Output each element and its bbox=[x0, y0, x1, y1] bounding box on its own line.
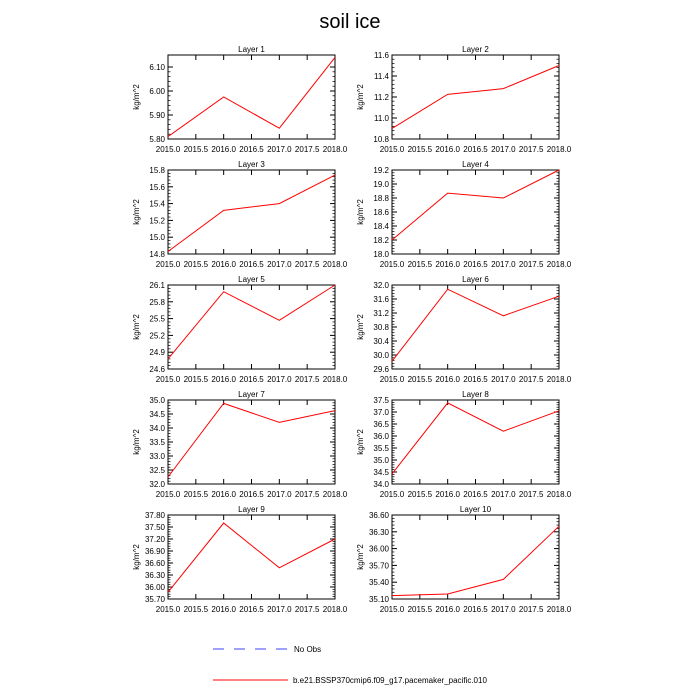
panel-layer-8 bbox=[356, 390, 572, 499]
x-tick-label: 2015.5 bbox=[407, 490, 433, 499]
y-tick-label: 37.0 bbox=[373, 408, 389, 417]
y-tick-label: 19.2 bbox=[373, 166, 389, 175]
y-tick-label: 34.5 bbox=[373, 468, 389, 477]
series-line bbox=[392, 403, 559, 474]
panel-title: Layer 7 bbox=[238, 390, 265, 399]
x-tick-label: 2017.0 bbox=[491, 145, 516, 154]
y-tick-label: 26.1 bbox=[149, 281, 165, 290]
y-tick-label: 33.0 bbox=[149, 452, 165, 461]
x-tick-label: 2015.0 bbox=[155, 260, 181, 269]
y-tick-label: 36.60 bbox=[368, 511, 389, 520]
x-tick-label: 2017.0 bbox=[267, 375, 292, 384]
y-axis-label: kg/m^2 bbox=[132, 544, 141, 570]
x-tick-label: 2018.0 bbox=[322, 375, 348, 384]
x-tick-label: 2018.0 bbox=[546, 145, 572, 154]
y-tick-label: 36.90 bbox=[144, 547, 165, 556]
legend-no-obs-label: No Obs bbox=[294, 645, 322, 654]
y-axis-label: kg/m^2 bbox=[356, 314, 365, 340]
x-tick-label: 2016.5 bbox=[239, 605, 264, 614]
x-tick-label: 2017.0 bbox=[267, 260, 292, 269]
x-tick-label: 2017.0 bbox=[267, 490, 292, 499]
panel-layer-9 bbox=[132, 505, 348, 614]
y-tick-label: 36.5 bbox=[373, 420, 389, 429]
y-tick-label: 25.2 bbox=[149, 331, 165, 341]
y-tick-label: 5.80 bbox=[149, 135, 165, 144]
x-tick-label: 2015.0 bbox=[379, 490, 405, 499]
y-tick-label: 11.2 bbox=[374, 93, 389, 102]
y-tick-label: 37.20 bbox=[144, 535, 165, 544]
y-tick-label: 35.0 bbox=[149, 396, 165, 405]
x-tick-label: 2016.5 bbox=[239, 375, 264, 384]
y-tick-label: 15.8 bbox=[149, 166, 165, 175]
series-line bbox=[392, 526, 559, 595]
y-tick-label: 24.9 bbox=[149, 348, 165, 358]
panel-title: Layer 1 bbox=[238, 45, 265, 54]
y-tick-label: 10.8 bbox=[373, 135, 389, 144]
y-tick-label: 29.6 bbox=[373, 365, 389, 374]
x-tick-label: 2017.5 bbox=[294, 260, 320, 269]
x-tick-label: 2016.0 bbox=[211, 145, 236, 154]
panel-title: Layer 4 bbox=[462, 160, 489, 169]
x-tick-label: 2016.5 bbox=[463, 490, 488, 499]
x-tick-label: 2017.5 bbox=[518, 375, 544, 384]
y-tick-label: 36.00 bbox=[368, 544, 389, 554]
x-tick-label: 2016.5 bbox=[463, 605, 488, 614]
y-axis-label: kg/m^2 bbox=[356, 84, 365, 110]
x-tick-label: 2015.5 bbox=[407, 375, 433, 384]
x-tick-label: 2017.0 bbox=[267, 145, 292, 154]
x-tick-label: 2017.0 bbox=[491, 260, 516, 269]
y-tick-label: 15.2 bbox=[149, 216, 165, 226]
y-tick-label: 35.0 bbox=[373, 456, 389, 465]
x-tick-label: 2015.0 bbox=[379, 605, 405, 614]
x-tick-label: 2016.0 bbox=[211, 605, 236, 614]
y-tick-label: 6.00 bbox=[149, 87, 165, 96]
x-tick-label: 2017.0 bbox=[267, 605, 292, 614]
panel-title: Layer 6 bbox=[462, 275, 489, 284]
plot-frame bbox=[168, 55, 335, 139]
x-tick-label: 2016.0 bbox=[435, 145, 460, 154]
plot-frame bbox=[168, 170, 335, 254]
panel-title: Layer 5 bbox=[238, 275, 265, 284]
x-tick-label: 2015.5 bbox=[183, 260, 209, 269]
x-tick-label: 2015.5 bbox=[183, 490, 209, 499]
x-tick-label: 2016.0 bbox=[211, 490, 236, 499]
x-tick-label: 2015.5 bbox=[183, 375, 209, 384]
y-tick-label: 34.5 bbox=[149, 410, 165, 419]
panel-layer-2 bbox=[356, 45, 572, 154]
y-tick-label: 37.5 bbox=[373, 396, 389, 405]
y-axis-label: kg/m^2 bbox=[356, 429, 365, 455]
legend bbox=[213, 645, 487, 685]
panel-title: Layer 2 bbox=[462, 45, 489, 54]
x-tick-label: 2016.0 bbox=[435, 260, 460, 269]
x-tick-label: 2015.0 bbox=[155, 490, 181, 499]
y-tick-label: 36.60 bbox=[144, 559, 165, 568]
y-tick-label: 32.0 bbox=[149, 480, 165, 489]
y-tick-label: 15.4 bbox=[149, 199, 165, 209]
x-tick-label: 2016.5 bbox=[463, 260, 488, 269]
x-tick-label: 2015.0 bbox=[379, 145, 405, 154]
plot-frame bbox=[392, 285, 559, 369]
x-tick-label: 2015.0 bbox=[155, 375, 181, 384]
y-tick-label: 31.6 bbox=[373, 295, 389, 304]
series-line bbox=[168, 285, 335, 359]
x-tick-label: 2017.5 bbox=[294, 490, 320, 499]
y-axis-label: kg/m^2 bbox=[132, 199, 141, 225]
x-tick-label: 2018.0 bbox=[322, 490, 348, 499]
x-tick-label: 2016.5 bbox=[239, 260, 264, 269]
series-line bbox=[168, 175, 335, 251]
y-tick-label: 11.0 bbox=[374, 114, 389, 123]
y-tick-label: 37.50 bbox=[144, 523, 165, 532]
y-tick-label: 32.5 bbox=[149, 466, 165, 475]
y-tick-label: 19.0 bbox=[373, 180, 389, 189]
y-tick-label: 11.4 bbox=[374, 72, 389, 81]
y-tick-label: 30.8 bbox=[373, 323, 389, 332]
x-tick-label: 2018.0 bbox=[546, 605, 572, 614]
series-line bbox=[168, 57, 335, 136]
y-tick-label: 30.0 bbox=[373, 351, 389, 360]
y-tick-label: 37.80 bbox=[144, 511, 165, 520]
y-tick-label: 11.6 bbox=[374, 51, 389, 60]
y-tick-label: 6.10 bbox=[149, 63, 165, 72]
x-tick-label: 2018.0 bbox=[322, 605, 348, 614]
x-tick-label: 2015.0 bbox=[155, 145, 181, 154]
x-tick-label: 2017.0 bbox=[491, 605, 516, 614]
y-tick-label: 36.30 bbox=[144, 571, 165, 580]
y-tick-label: 36.00 bbox=[144, 583, 165, 592]
x-tick-label: 2015.5 bbox=[407, 145, 433, 154]
y-tick-label: 35.40 bbox=[368, 578, 389, 588]
x-tick-label: 2015.5 bbox=[407, 605, 433, 614]
x-tick-label: 2018.0 bbox=[546, 375, 572, 384]
x-tick-label: 2016.5 bbox=[463, 145, 488, 154]
y-tick-label: 35.5 bbox=[373, 444, 389, 453]
x-tick-label: 2015.5 bbox=[183, 145, 209, 154]
panel-layer-4 bbox=[356, 160, 572, 269]
panel-layer-10 bbox=[356, 505, 572, 614]
y-tick-label: 35.10 bbox=[368, 595, 389, 604]
x-tick-label: 2018.0 bbox=[322, 145, 348, 154]
y-tick-label: 18.6 bbox=[373, 208, 389, 217]
y-axis-label: kg/m^2 bbox=[356, 199, 365, 225]
x-tick-label: 2016.5 bbox=[239, 145, 264, 154]
x-tick-label: 2015.0 bbox=[379, 260, 405, 269]
x-tick-label: 2015.0 bbox=[155, 605, 181, 614]
y-axis-label: kg/m^2 bbox=[132, 429, 141, 455]
y-tick-label: 34.0 bbox=[149, 424, 165, 433]
y-tick-label: 34.0 bbox=[373, 480, 389, 489]
x-tick-label: 2016.0 bbox=[435, 490, 460, 499]
y-tick-label: 15.0 bbox=[149, 233, 165, 243]
x-tick-label: 2016.0 bbox=[435, 375, 460, 384]
panel-layer-7 bbox=[132, 390, 348, 499]
y-tick-label: 18.4 bbox=[373, 222, 389, 231]
x-tick-label: 2017.5 bbox=[518, 145, 544, 154]
y-tick-label: 18.0 bbox=[373, 250, 389, 259]
x-tick-label: 2017.5 bbox=[294, 605, 320, 614]
y-tick-label: 32.0 bbox=[373, 281, 389, 290]
x-tick-label: 2016.0 bbox=[435, 605, 460, 614]
y-tick-label: 5.90 bbox=[149, 111, 165, 120]
plot-frame bbox=[168, 285, 335, 369]
x-tick-label: 2017.5 bbox=[518, 260, 544, 269]
series-line bbox=[392, 66, 559, 129]
legend-model-label: b.e21.BSSP370cmip6.f09_g17.pacemaker_pacific.010 bbox=[293, 676, 487, 685]
panel-layer-1 bbox=[132, 45, 348, 154]
y-tick-label: 36.0 bbox=[373, 432, 389, 441]
panel-title: Layer 9 bbox=[238, 505, 265, 514]
series-line bbox=[168, 523, 335, 592]
y-tick-label: 25.5 bbox=[149, 314, 165, 324]
series-line bbox=[392, 289, 559, 361]
x-tick-label: 2017.5 bbox=[294, 375, 320, 384]
y-tick-label: 30.4 bbox=[373, 337, 389, 346]
y-tick-label: 35.70 bbox=[368, 561, 389, 571]
x-tick-label: 2015.0 bbox=[379, 375, 405, 384]
y-tick-label: 14.8 bbox=[149, 250, 165, 259]
x-tick-label: 2015.5 bbox=[183, 605, 209, 614]
panel-title: Layer 10 bbox=[459, 505, 492, 514]
x-tick-label: 2018.0 bbox=[546, 260, 572, 269]
panel-title: Layer 3 bbox=[238, 160, 265, 169]
panel-layer-6 bbox=[356, 275, 572, 384]
x-tick-label: 2016.0 bbox=[211, 375, 236, 384]
y-tick-label: 36.30 bbox=[368, 527, 389, 537]
y-axis-label: kg/m^2 bbox=[132, 314, 141, 340]
x-tick-label: 2017.5 bbox=[294, 145, 320, 154]
plot-frame bbox=[392, 55, 559, 139]
x-tick-label: 2016.5 bbox=[239, 490, 264, 499]
y-tick-label: 24.6 bbox=[149, 365, 165, 374]
y-tick-label: 18.8 bbox=[373, 194, 389, 203]
y-axis-label: kg/m^2 bbox=[356, 544, 365, 570]
x-tick-label: 2017.5 bbox=[518, 490, 544, 499]
x-tick-label: 2016.0 bbox=[211, 260, 236, 269]
series-line bbox=[392, 170, 559, 240]
y-tick-label: 18.2 bbox=[373, 236, 389, 245]
y-tick-label: 33.5 bbox=[149, 438, 165, 447]
chart-title: soil ice bbox=[319, 11, 381, 33]
plot-frame bbox=[168, 515, 335, 599]
x-tick-label: 2018.0 bbox=[322, 260, 348, 269]
series-line bbox=[168, 403, 335, 477]
x-tick-label: 2015.5 bbox=[407, 260, 433, 269]
x-tick-label: 2016.5 bbox=[463, 375, 488, 384]
x-tick-label: 2017.0 bbox=[491, 490, 516, 499]
y-axis-label: kg/m^2 bbox=[132, 84, 141, 110]
y-tick-label: 15.6 bbox=[149, 182, 165, 192]
y-tick-label: 31.2 bbox=[373, 309, 389, 318]
x-tick-label: 2017.0 bbox=[491, 375, 516, 384]
panel-title: Layer 8 bbox=[462, 390, 489, 399]
y-tick-label: 25.8 bbox=[149, 297, 165, 307]
panel-layer-3 bbox=[132, 160, 348, 269]
panel-layer-5 bbox=[132, 275, 348, 384]
y-tick-label: 35.70 bbox=[144, 595, 165, 604]
x-tick-label: 2018.0 bbox=[546, 490, 572, 499]
x-tick-label: 2017.5 bbox=[518, 605, 544, 614]
